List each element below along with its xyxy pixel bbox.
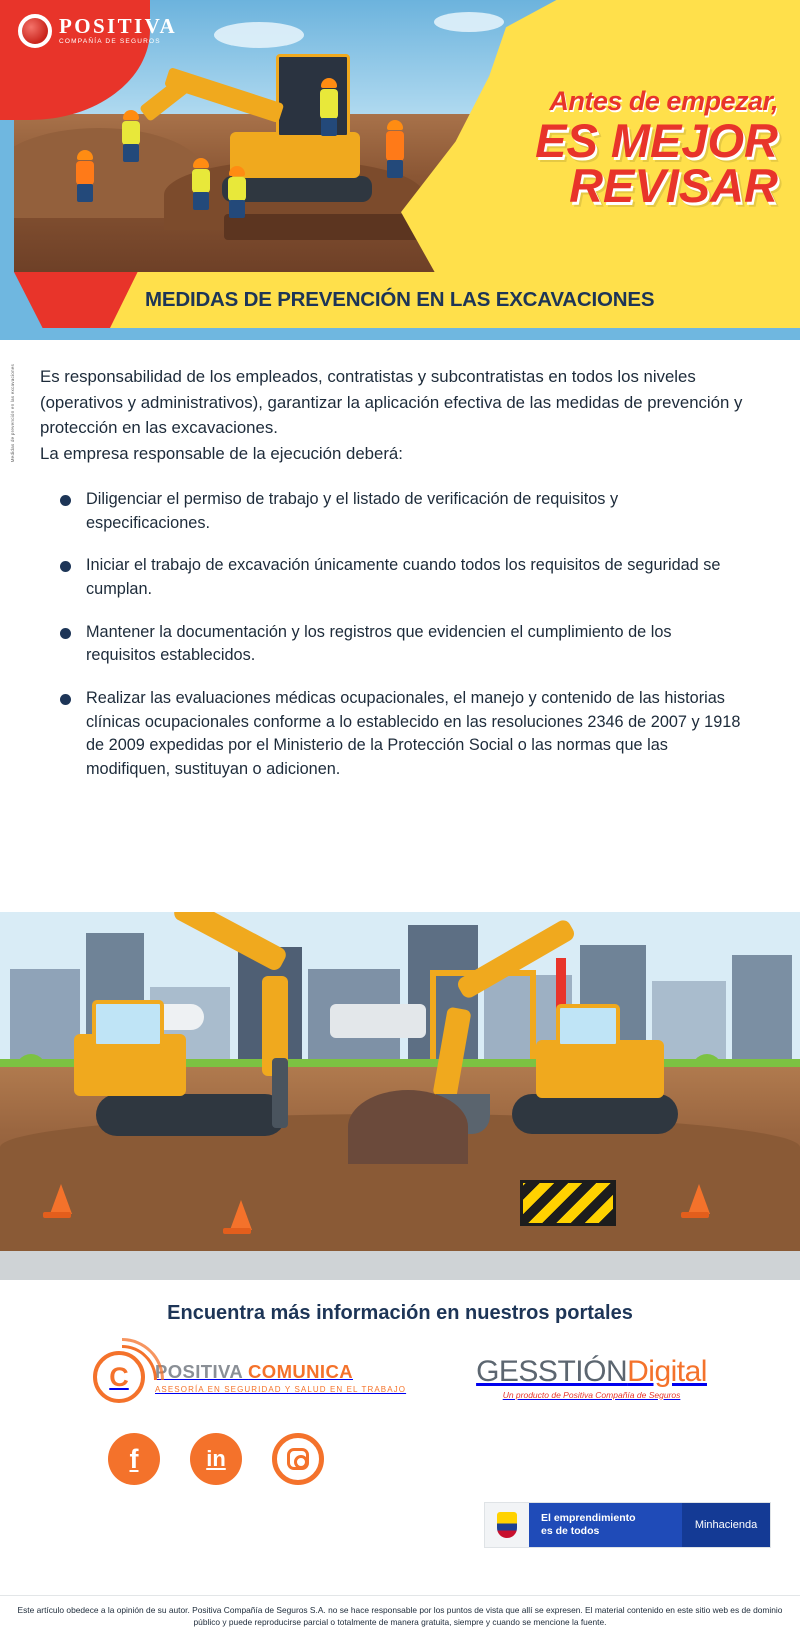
excavation-illustration: [0, 912, 800, 1280]
footer: [0, 1280, 800, 1639]
gov-slogan-line1: El emprendimiento: [541, 1511, 636, 1524]
logo-gesstion-digital[interactable]: [476, 1355, 707, 1400]
excavator-right-track: [512, 1094, 678, 1134]
partner-logos-row: [0, 1351, 800, 1403]
hero-title-line3: REVISAR: [569, 159, 778, 212]
colombia-flag-icon: [485, 1503, 529, 1547]
gov-slogan-line2: es de todos: [541, 1525, 600, 1537]
instagram-icon[interactable]: [272, 1433, 324, 1485]
traffic-cone-base: [43, 1212, 71, 1218]
positiva-seal-icon: [18, 14, 52, 48]
traffic-cone: [50, 1184, 72, 1214]
subtitle-text: MEDIDAS DE PREVENCIÓN EN LAS EXCAVACIONES: [145, 288, 655, 311]
excavator-left-cab: [92, 1000, 164, 1048]
excavator-cab: [276, 54, 350, 138]
traffic-cone: [230, 1200, 252, 1230]
gesstion-tagline: Un producto de Positiva Compañía de Seguros: [502, 1389, 681, 1400]
government-bar: [485, 1503, 770, 1547]
cloud: [214, 22, 304, 48]
list-item: Iniciar el trabajo de excavación únicamente cuando todos los requisitos de seguridad se cumplan.: [56, 554, 744, 601]
excavator-body: [230, 132, 360, 178]
logo-subtitle: COMPAÑÍA DE SEGUROS: [59, 38, 161, 46]
excavator-right-body: [536, 1040, 664, 1098]
requirements-list: [56, 488, 744, 781]
hero-title-line1: Antes de empezar,: [549, 86, 778, 116]
social-links: [0, 1433, 800, 1485]
gov-slogan: [529, 1503, 682, 1547]
intro-paragraph: Es responsabilidad de los empleados, contratistas y subcontratistas en todos los niveles (operativos y administrativos), garantizar la aplicación efectiva de las medidas de prevención y protección en las excavaciones.: [40, 367, 743, 438]
pipe-stack: [330, 1004, 426, 1038]
traffic-cone: [688, 1184, 710, 1214]
linkedin-icon[interactable]: [190, 1433, 242, 1485]
linkedin-glyph: in: [206, 1446, 226, 1471]
intro-block: [40, 364, 760, 466]
excavator-right-cab: [556, 1004, 620, 1048]
positiva-logo: [18, 14, 177, 48]
list-item: Mantener la documentación y los registros que evidencien el cumplimiento de los requisitos establecidos.: [56, 621, 744, 668]
article-content: [0, 340, 800, 800]
comunica-tagline: ASESORÍA EN SEGURIDAD Y SALUD EN EL TRABAJO: [155, 1384, 407, 1394]
comunica-name-part2: COMUNICA: [248, 1360, 353, 1382]
gesstion-name-part1: GESSTIÓN: [476, 1354, 628, 1388]
gesstion-name-part2: Digital: [627, 1354, 707, 1388]
hero-banner: [0, 0, 800, 340]
logo-name: POSITIVA: [59, 14, 178, 39]
traffic-cone-base: [223, 1228, 251, 1234]
list-item: Diligenciar el permiso de trabajo y el listado de verificación de requisitos y especificaciones.: [56, 488, 744, 535]
comunica-c-icon: [93, 1351, 145, 1403]
excavator-left-hammer: [272, 1058, 288, 1128]
hero-title: [535, 86, 778, 212]
building: [10, 969, 80, 1065]
ministry-label: Minhacienda: [682, 1503, 770, 1547]
facebook-icon[interactable]: [108, 1433, 160, 1485]
traffic-cone-base: [681, 1212, 709, 1218]
dirt-pile: [348, 1090, 468, 1164]
intro-lead: La empresa responsable de la ejecución deberá:: [40, 443, 403, 463]
comunica-letter: C: [109, 1361, 129, 1392]
building: [732, 955, 792, 1065]
footer-heading: Encuentra más información en nuestros portales: [167, 1302, 633, 1324]
logo-positiva-comunica[interactable]: [93, 1351, 406, 1403]
facebook-glyph: f: [129, 1443, 139, 1474]
subtitle-bar: [0, 272, 800, 328]
hero-title-line2: ES MEJOR: [535, 114, 778, 167]
disclaimer-text: Este artículo obedece a la opinión de su autor. Positiva Compañía de Seguros S.A. no se hace responsable por los puntos de vista que allí se expresen. El material contenido en este sitio web es de dominio público y puede reproducirse parcial o totalmente de manera gratuita, siempre y cuando se mencione la fuente.: [0, 1595, 800, 1639]
vertical-side-label: Medidas de prevención en las excavaciones: [10, 364, 15, 463]
road-barrier: [520, 1180, 616, 1226]
excavator-left-track: [96, 1094, 286, 1136]
comunica-name-part1: POSITIVA: [155, 1360, 243, 1382]
illustration-road: [0, 1251, 800, 1280]
list-item: Realizar las evaluaciones médicas ocupacionales, el manejo y contenido de las historias clínicas ocupacionales conforme a lo establecido en las resoluciones 2346 de 2007 y 1918 de 2009 expedidas por el Ministerio de la Protección Social o las normas que las modifiquen, sustituyan o adicionen.: [56, 687, 744, 782]
